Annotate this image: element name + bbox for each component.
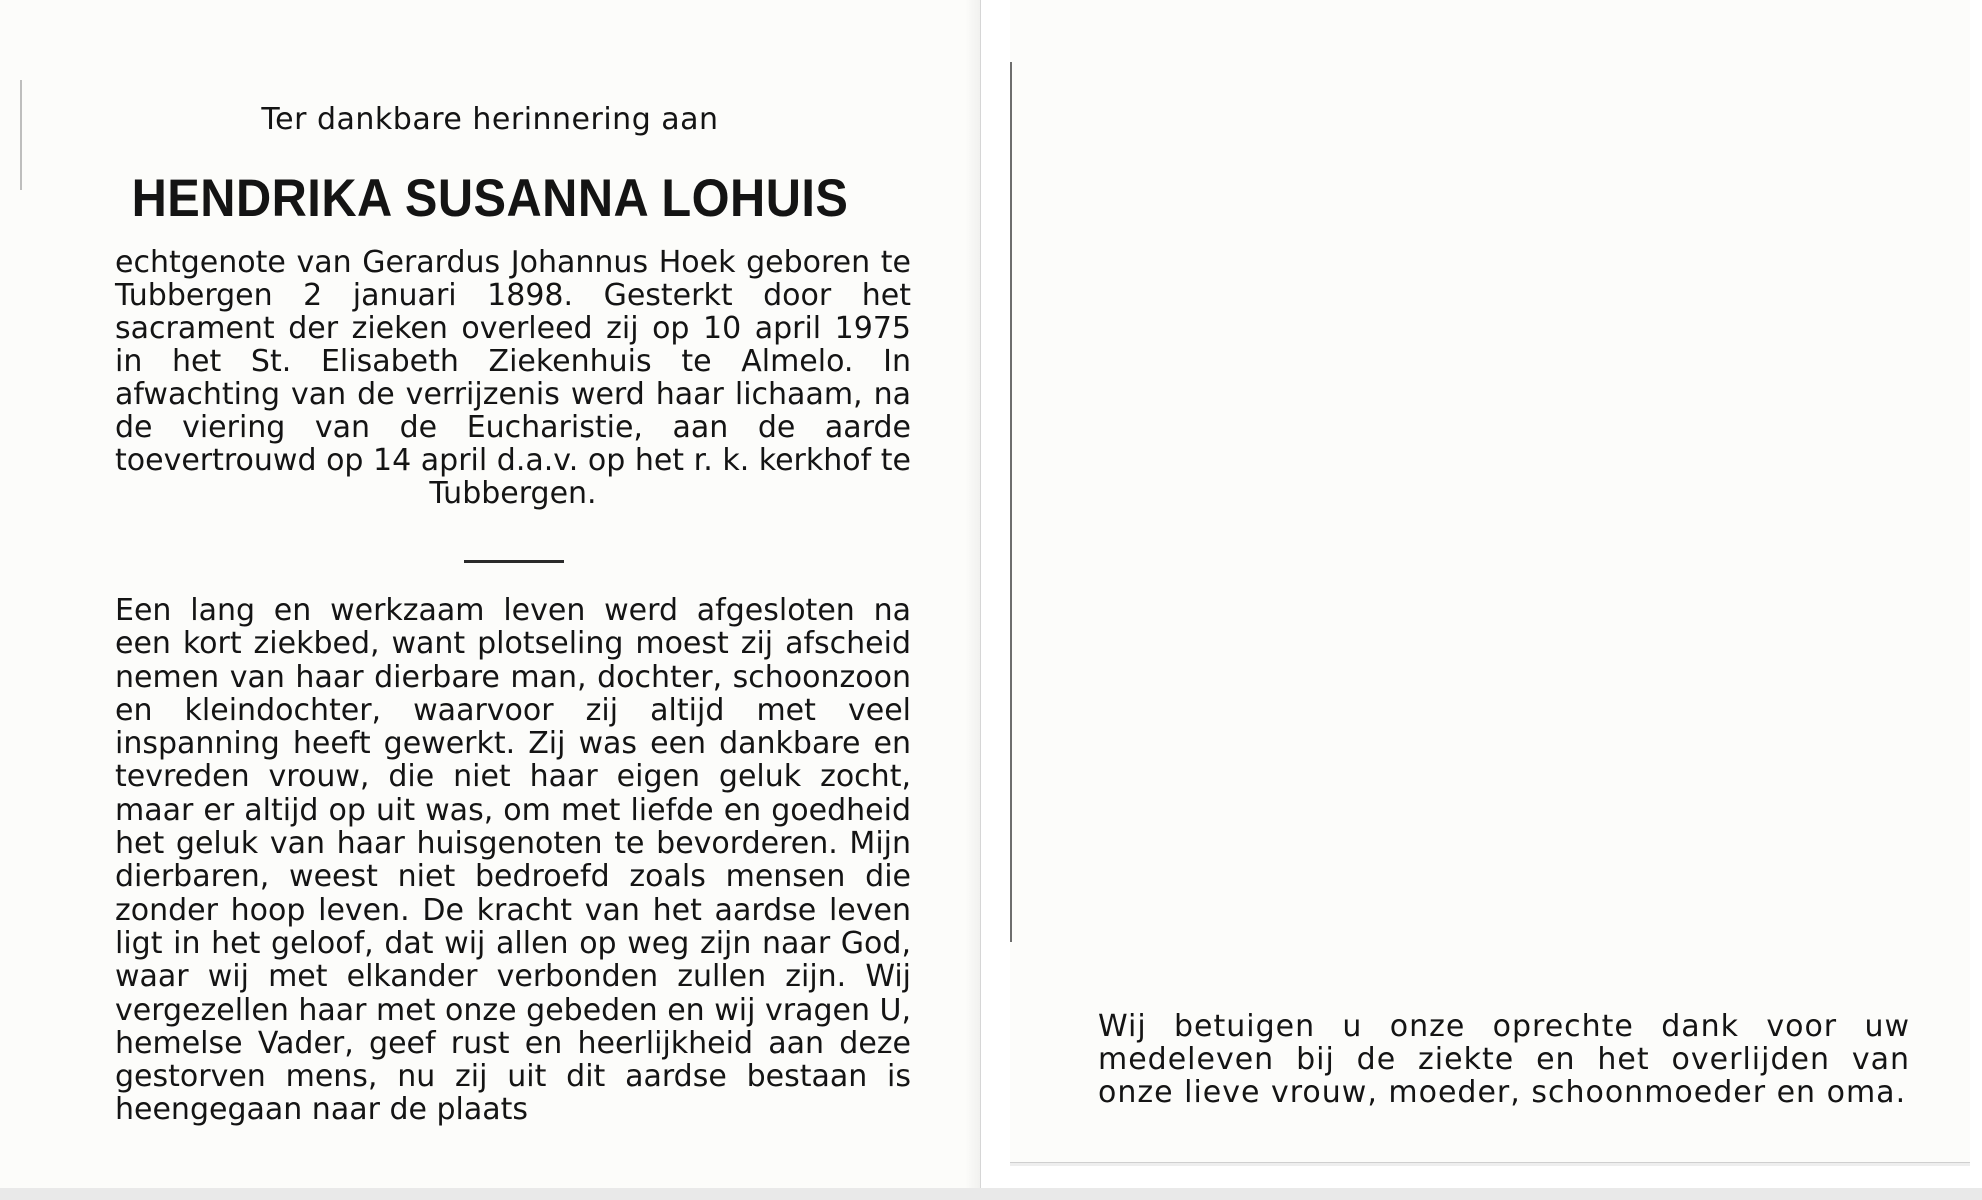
- deceased-name: HENDRIKA SUSANNA LOHUIS: [131, 169, 849, 228]
- memorial-card-back: [1010, 0, 1970, 1162]
- intro-line: Ter dankbare herinnering aan: [261, 102, 719, 137]
- card-right-edge: [1010, 62, 1012, 942]
- card-fold-shadow: [965, 0, 980, 1188]
- section-divider: [464, 560, 564, 563]
- scan-bottom-strip: [0, 1188, 1982, 1200]
- biography-paragraph: echtgenote van Gerardus Johannus Hoek geboren te Tubbergen 2 januari 1898. Gesterkt door het sacrament der zieken overleed zij op 10 april 1975 in het St. Elisabeth Ziekenhuis te Almelo. In afwachting van de verrijzenis werd haar lichaam, na de viering van de Eucharistie, aan de aarde toevertrouwd op 14 april d.a.v. op het r. k. kerkhof te Tubbergen.: [115, 245, 911, 511]
- memorial-text: Een lang en werkzaam leven werd afgesloten na een kort ziekbed, want plotseling moest zij afscheid nemen van haar dierbare man, dochter, schoonzoon en kleindochter, waarvoor zij altijd met veel inspanning heeft gewerkt. Zij was een dankbare en tevreden vrouw, die niet haar eigen geluk zocht, maar er altijd op uit was, om met liefde en goedheid het geluk van haar huisgenoten te bevorderen. Mijn dierbaren, weest niet bedroefd zoals mensen die zonder hoop leven. De kracht van het aardse leven ligt in het geloof, dat wij allen op weg zijn naar God, waar wij met elkander verbonden zullen zijn. Wij vergezellen haar met onze gebeden en wij vragen U, hemelse Vader, geef rust en heerlijkheid aan deze gestorven mens, nu zij uit dit aardse bestaan is heengegaan naar de plaats: [115, 593, 911, 1128]
- card-left-edge: [20, 80, 22, 190]
- memorial-card-front: [0, 0, 980, 1188]
- thanks-paragraph: Wij betuigen u onze oprechte dank voor uw medeleven bij de ziekte en het overlijden van onze lieve vrouw, moeder, schoonmoeder en oma.: [1098, 1009, 1910, 1110]
